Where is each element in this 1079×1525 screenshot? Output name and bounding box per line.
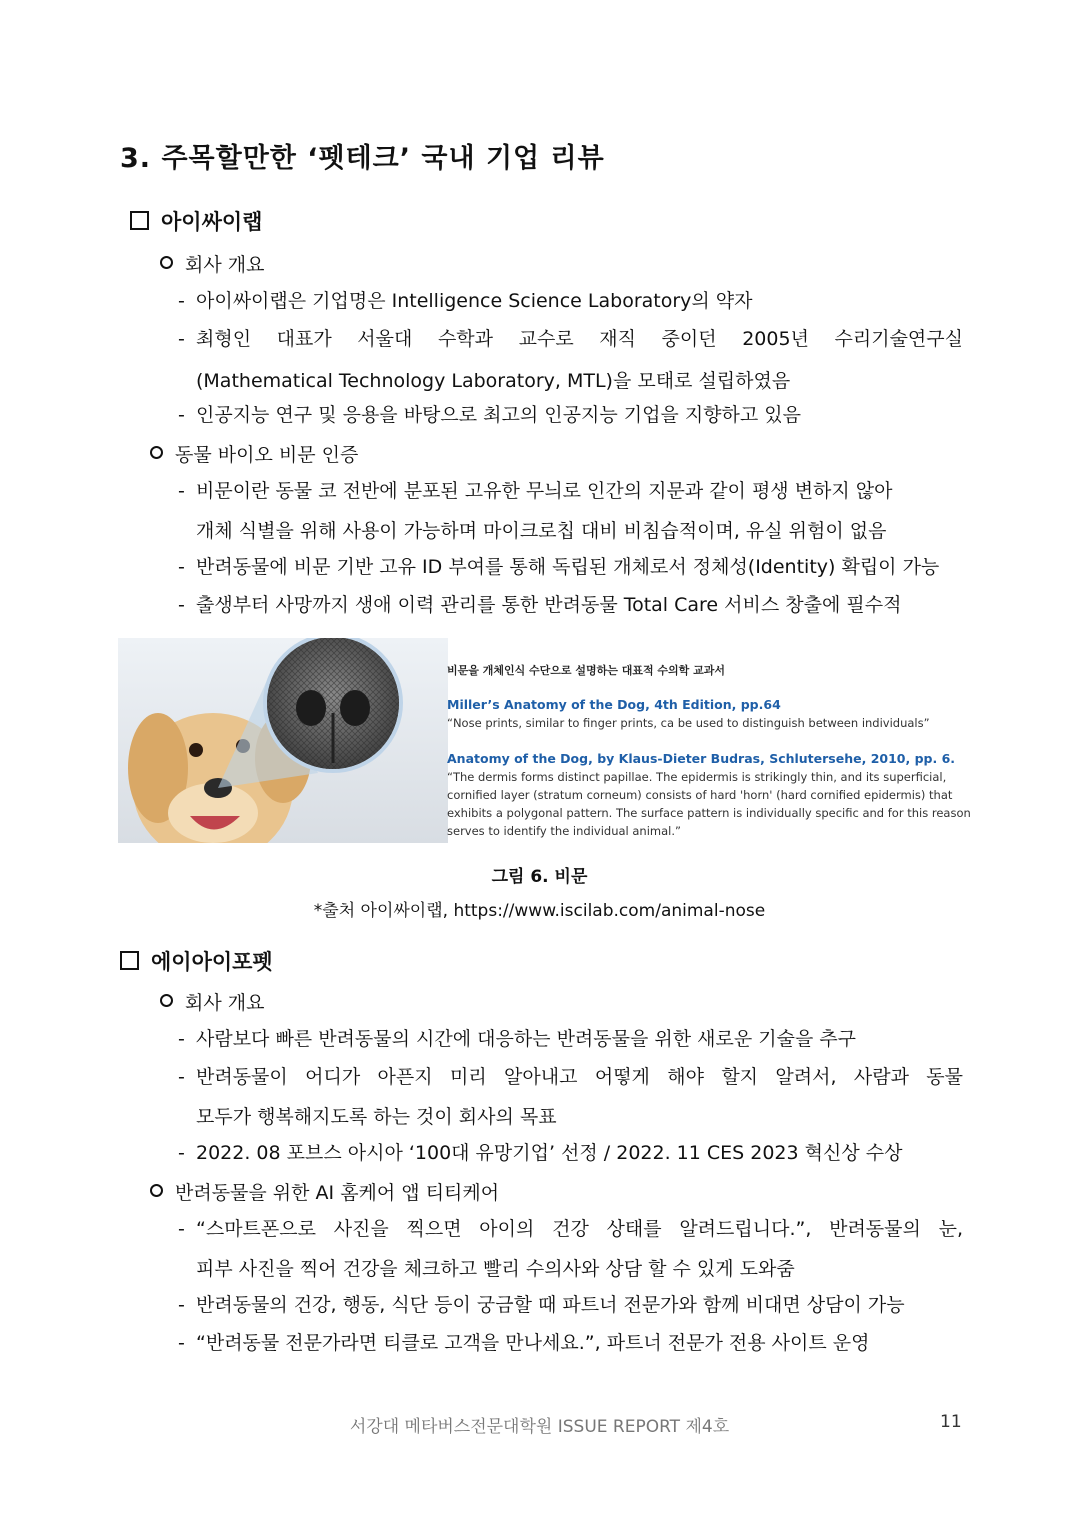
list-item: - 2022. 08 포브스 아시아 ‘100대 유망기업’ 선정 / 2022. 11 CES 2023 혁신상 수상 bbox=[178, 1142, 903, 1164]
figure-title: 비문을 개체인식 수단으로 설명하는 대표적 수의학 교과서 bbox=[447, 664, 725, 677]
bullet-overview bbox=[160, 988, 264, 1015]
reference-quote: “Nose prints, similar to finger prints, ca be used to distinguish between individuals” bbox=[447, 716, 930, 730]
bullet-app bbox=[150, 1178, 499, 1205]
list-item: - 비문이란 동물 코 전반에 분포된 고유한 무늬로 인간의 지문과 같이 평생 변하지 않아 bbox=[178, 480, 893, 502]
list-item-text: 인공지능 연구 및 응용을 바탕으로 최고의 인공지능 기업을 지향하고 있음 bbox=[196, 404, 801, 426]
list-item: - 출생부터 사망까지 생애 이력 관리를 통한 반려동물 Total Care 서비스 창출에 필수적 bbox=[178, 594, 902, 616]
page-number: 11 bbox=[940, 1412, 962, 1432]
list-item-text: 반려동물에 비문 기반 고유 ID 부여를 통해 독립된 개체로서 정체성(Identity) 확립이 가능 bbox=[196, 556, 940, 578]
list-item: - “반려동물 전문가라면 티클로 고객을 만나세요.”, 파트너 전문가 전용 사이트 운영 bbox=[178, 1332, 870, 1354]
page-footer: 서강대 메타버스전문대학원 ISSUE REPORT 제4호 bbox=[349, 1417, 730, 1437]
list-item-text: 최형인 대표가 서울대 수학과 교수로 재직 중이던 2005년 수리기술연구실 bbox=[196, 328, 963, 350]
list-item-text: 2022. 08 포브스 아시아 ‘100대 유망기업’ 선정 / 2022. 11 CES 2023 혁신상 수상 bbox=[196, 1142, 903, 1164]
reference-title: Anatomy of the Dog, by Klaus-Dieter Budras, Schlutersehe, 2010, pp. 6. bbox=[447, 751, 956, 766]
list-item-text: 사람보다 빠른 반려동물의 시간에 대응하는 반려동물을 위한 새로운 기술을 추구 bbox=[196, 1028, 857, 1050]
list-item-text: 출생부터 사망까지 생애 이력 관리를 통한 반려동물 Total Care 서비스 창출에 필수적 bbox=[196, 594, 902, 616]
bullet-overview bbox=[160, 250, 264, 277]
list-item-continuation: 모두가 행복해지도록 하는 것이 회사의 목표 bbox=[196, 1106, 557, 1128]
bullet-label: 회사 개요 bbox=[185, 254, 265, 276]
figure-caption: 그림 6. 비문 bbox=[491, 867, 588, 887]
list-item: - “스마트폰으로 사진을 찍으면 아이의 건강 상태를 알려드립니다.”, 반려동물의 눈, bbox=[178, 1218, 963, 1240]
list-item-text: “스마트폰으로 사진을 찍으면 아이의 건강 상태를 알려드립니다.”, 반려동물의 눈, bbox=[196, 1218, 963, 1240]
list-item: - 반려동물의 건강, 행동, 식단 등이 궁금할 때 파트너 전문가와 함께 비대면 상담이 가능 bbox=[178, 1294, 905, 1316]
bullet-nose-auth bbox=[150, 440, 358, 467]
section-title: 3. 주목할만한 ‘펫테크’ 국내 기업 리뷰 bbox=[120, 143, 605, 174]
company-name: 에이아이포펫 bbox=[151, 950, 273, 974]
list-item-continuation: 개체 식별을 위해 사용이 가능하며 마이크로칩 대비 비침습적이며, 유실 위험이 없음 bbox=[196, 520, 887, 542]
list-item-continuation: (Mathematical Technology Laboratory, MTL)을 모태로 설립하였음 bbox=[196, 370, 791, 392]
list-item-text: 비문이란 동물 코 전반에 분포된 고유한 무늬로 인간의 지문과 같이 평생 변하지 않아 bbox=[196, 480, 893, 502]
list-item: - 반려동물이 어디가 아픈지 미리 알아내고 어떻게 해야 할지 알려서, 사람과 동물 bbox=[178, 1066, 963, 1088]
list-item-text: 반려동물이 어디가 아픈지 미리 알아내고 어떻게 해야 할지 알려서, 사람과 동물 bbox=[196, 1066, 963, 1088]
list-item-text: 반려동물의 건강, 행동, 식단 등이 궁금할 때 파트너 전문가와 함께 비대면 상담이 가능 bbox=[196, 1294, 905, 1316]
bullet-label: 반려동물을 위한 AI 홈케어 앱 티티케어 bbox=[175, 1182, 500, 1204]
circle-bullet-icon bbox=[150, 446, 163, 459]
company-heading-aiforpet bbox=[120, 946, 273, 976]
circle-bullet-icon bbox=[150, 1184, 163, 1197]
company-heading-iscilab bbox=[130, 206, 262, 236]
list-item: - 아이싸이랩은 기업명은 Intelligence Science Laboratory의 약자 bbox=[178, 290, 753, 312]
bullet-label: 회사 개요 bbox=[185, 992, 265, 1014]
circle-bullet-icon bbox=[160, 256, 173, 269]
reference-quote-line: “The dermis forms distinct papillae. The epidermis is strikingly thin, and its superficial, bbox=[447, 770, 947, 784]
dog-nose-illustration bbox=[118, 638, 448, 843]
figure-source: *출처 아이싸이랩, https://www.iscilab.com/animal-nose bbox=[313, 901, 766, 921]
list-item: - 인공지능 연구 및 응용을 바탕으로 최고의 인공지능 기업을 지향하고 있음 bbox=[178, 404, 801, 426]
list-item: - 반려동물에 비문 기반 고유 ID 부여를 통해 독립된 개체로서 정체성(Identity) 확립이 가능 bbox=[178, 556, 940, 578]
checkbox-square-icon bbox=[130, 211, 149, 230]
reference-quote-line: cornified layer (stratum corneum) consists of hard 'horn' (hard cornified epidermis) that bbox=[447, 788, 953, 802]
list-item-continuation: 피부 사진을 찍어 건강을 체크하고 빨리 수의사와 상담 할 수 있게 도와줌 bbox=[196, 1258, 795, 1280]
list-item: - 최형인 대표가 서울대 수학과 교수로 재직 중이던 2005년 수리기술연구실 bbox=[178, 328, 963, 350]
list-item: - 사람보다 빠른 반려동물의 시간에 대응하는 반려동물을 위한 새로운 기술을 추구 bbox=[178, 1028, 857, 1050]
list-item-text: 아이싸이랩은 기업명은 Intelligence Science Laboratory의 약자 bbox=[196, 290, 753, 312]
reference-quote-line: exhibits a polygonal pattern. The surface pattern is individually specific and for this reason bbox=[447, 806, 971, 820]
company-name: 아이싸이랩 bbox=[161, 210, 263, 234]
circle-bullet-icon bbox=[160, 994, 173, 1007]
reference-quote-line: serves to identify the individual animal.” bbox=[447, 824, 681, 838]
reference-title: Miller’s Anatomy of the Dog, 4th Edition, pp.64 bbox=[447, 697, 781, 712]
bullet-label: 동물 바이오 비문 인증 bbox=[175, 444, 359, 466]
checkbox-square-icon bbox=[120, 951, 139, 970]
list-item-text: “반려동물 전문가라면 티클로 고객을 만나세요.”, 파트너 전문가 전용 사이트 운영 bbox=[196, 1332, 870, 1354]
